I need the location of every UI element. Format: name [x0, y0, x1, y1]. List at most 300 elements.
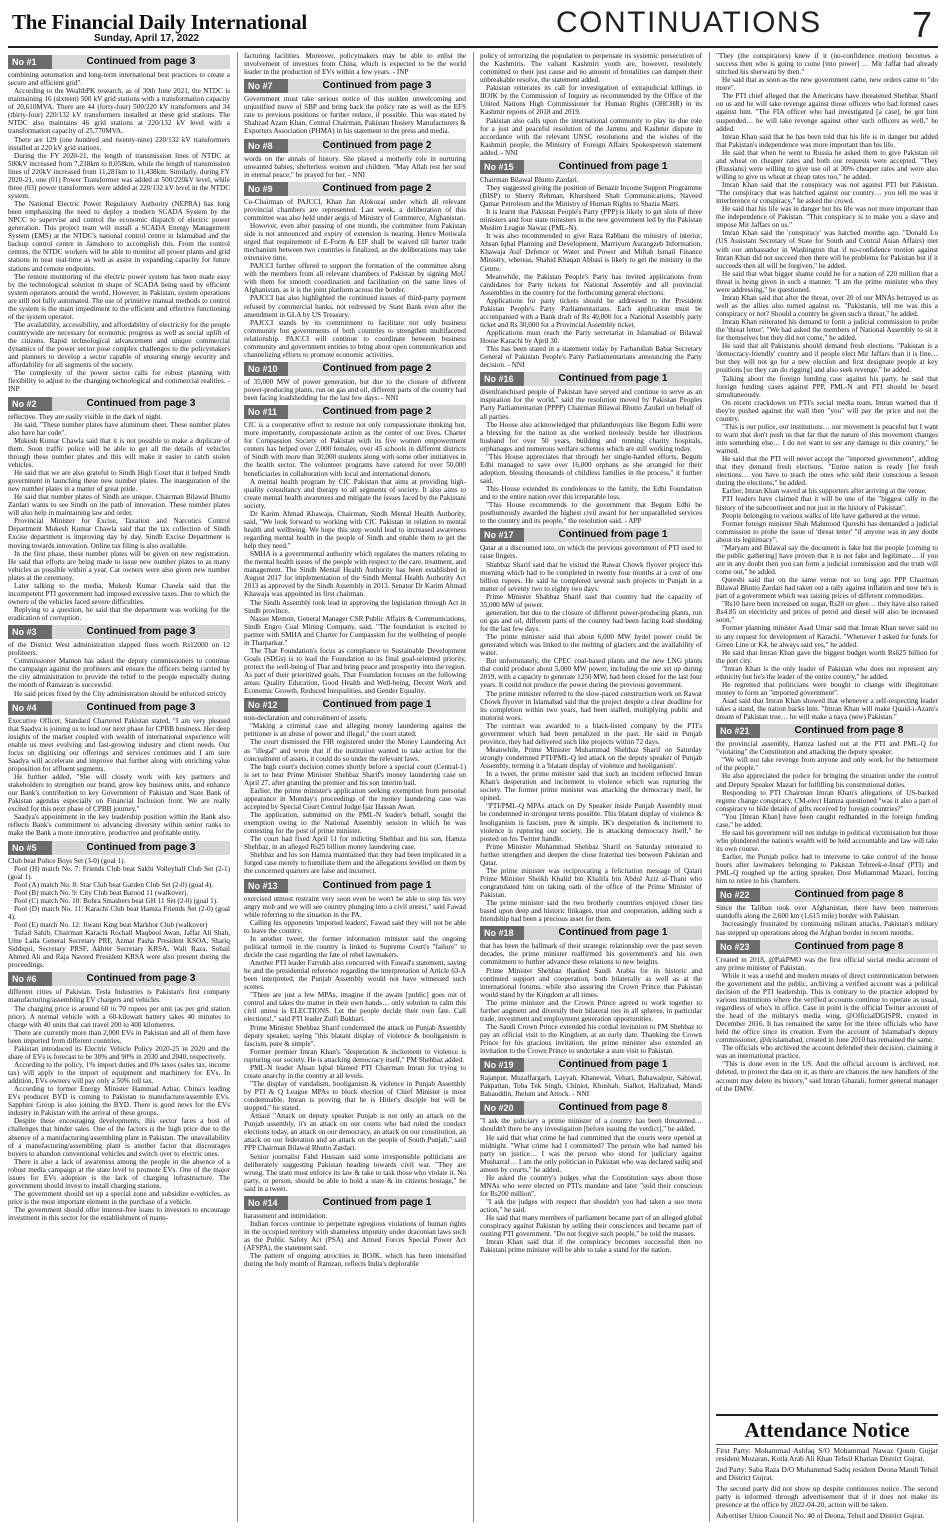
article-paragraph: The court dismissed the FIR registered under the Money Laundering Act as "illegal" and wrote that if the institution wanted to take action for the concealment of assets, it could do so under the relevant laws. — [244, 738, 466, 763]
article-paragraph: The government should set up a special zone and subsidize e-vehicles, as price is the most important element in the purchase of a vehicle. — [8, 1189, 230, 1206]
article-paragraph: of the District West administration slapped fines worth Rs12000 on 12 profiteers. — [8, 641, 230, 658]
article-paragraph: "We will not take revenge from anyone and only work for the betterment of the people." — [716, 756, 938, 773]
article-paragraph: Shehbaz and his son Hamza maintained that they had been implicated in a forged case merely to humiliate them and the allegations levelled on them by the concerned quarters are false and incorrect. — [244, 851, 466, 876]
notice-paragraph: First Party: Mohammad Ashfaq S/O Mohammad Nawaz Qoum Gujjar resident Mozaran, Kotla Arab Ali Khan Tehsil Kharian District Gujrat. — [716, 1446, 938, 1464]
article-paragraph: Another PTI leader Farrukh also concurred with Fawad's statement, saying he and the presidential reference regarding the interpretation of Article 63-A been interpreted, the Punjab Assembly would not have witnessed such scenes. — [244, 959, 466, 992]
newspaper-brand: The Financial Daily International — [12, 10, 308, 34]
article-paragraph: Meanwhile, the Pakistan People's Party has invited applications from candidates for Party tickets for National Assembly and all provincial Assemblies in the country for the forthcoming general elections. — [480, 272, 702, 297]
article-paragraph: different cities of Pakistan. Tesla Industries is Pakistan's first company manufacturing/assembling EV chargers and vehicles. — [8, 988, 230, 1005]
article-paragraph: Rajanpur, Muzaffargarh, Layyah, Khanewal, Vehari, Bahawalpur, Sahiwal, Pakpattan, Toba Tek Singh, Chiniot, Khushab, Sialkot, Hafizabad, Mandi Bahauddin, Jhelum and Attock. - NNI — [480, 1074, 702, 1099]
article-paragraph: They suggested giving the position of Benazir Income Support Programme (BISP) to Sherry Rehman, Khursheed Shah Communications, Naveed Qamar Petroleum and the Ministry of Human Rights to Shazia Marri. — [480, 183, 702, 208]
continued-from-label: Continued from page 2 — [322, 139, 432, 151]
column-divider — [237, 52, 238, 1522]
article-paragraph: facturing facilities. Moreover, policymakers may be able to enlist the involvement of investors from China, which is expected to be the world leader in the production of EVs within a few years. - INP — [244, 52, 466, 77]
column-4-articles — [716, 52, 938, 1093]
continued-from-label: Continued from page 3 — [86, 701, 196, 713]
continued-from-label: Continued from page 3 — [322, 80, 432, 92]
article-paragraph: Qatar at a discounted rate, on which the previous government of PTI used to raise fingers. — [480, 544, 702, 561]
article-paragraph: On recent crackdown on PTI's social media team, Imran warned that if they're pushed against the wall then "you" will pay the price and not the country. — [716, 398, 938, 423]
notice-title: Attendance Notice — [744, 1418, 910, 1442]
article — [8, 397, 230, 623]
article-paragraph: Imran Khan reiterated his demand to form a judicial commission to probe the 'threat letter'. "We had asked the members of National Assembly to sit it for themselves but they did not come," he added. — [716, 318, 938, 343]
article-paragraph: In the first phase, these number plates will be given on new registration. He said that efforts are being made to issue new number plates to as many vehicles as possible within a year. Car owners were also given new number plates at the ceremony. — [8, 549, 230, 582]
article — [716, 888, 938, 936]
article — [480, 926, 702, 1055]
article-paragraph: Club beat Police Boys Set (3-0) (goal 1). — [8, 856, 126, 865]
article-paragraph: Applications must reach the Party secretariat in Islamabad or Bilawal House Karachi by April 30. — [480, 329, 702, 346]
article-paragraph: Commissioner Mamon has asked the deputy commissioners to continue the campaign against the profiteers and ensure the officers being carried by the city administration to provide the relief to the people especially during the month of Ramazan is successful. — [8, 657, 230, 690]
article-number: No #14 — [244, 1196, 288, 1210]
article-number: No #22 — [716, 888, 760, 902]
article-number: No #9 — [244, 182, 288, 196]
continued-from-label: Continued from page 1 — [558, 373, 668, 385]
article-header — [8, 397, 230, 411]
column-divider — [473, 52, 474, 1522]
article-paragraph: "This is our police, our institutions… our movement is peaceful but I want to warn that don't push us that far that the nature of this movement changes into something else… I do not want to see any damage to this country," he warned. — [716, 422, 938, 456]
article — [716, 940, 938, 1093]
article-paragraph: Executive Officer, Standard Chartered Pakistan stated, "I am very pleased that Saadya is joining us to lead our next phase for CPBB business. Her deep insights of the market coupled with wealth of international experience will enable us meet evolving and fast-growing industry and client needs. Our focus on digitising our offerings and services continues and I am sure Saadya will accelerate and improve that further along with enriching value proposition for affluent segments. — [8, 716, 230, 773]
article — [716, 724, 938, 885]
article-paragraph: Since the Taliban took over Afghanistan, there have been numerous standoffs along the 2,600 km (1,615 mile) border with Pakistan. — [716, 904, 938, 921]
article-header — [716, 888, 938, 902]
article — [244, 698, 466, 875]
article-paragraph: Later talking to the media, Mukesh Kumar Chawla said that the incompetent PTI government had imposed excessive taxes. Due to which the owners of the vehicles faced severe difficulties. — [8, 581, 230, 606]
notice-paragraph: Advertiser Union Council No. 40 of Deona, Tehsil and District Gujrat. — [716, 1510, 925, 1520]
article-paragraph: Pakistan reiterates its call for investigation of extrajudicial killings in IIOJK by the Commission of Inquiry as recommended by the Office of the United Nations High Commissioner for Human Rights (OHCHR) in its Kashmir reports of 2018 and 2019. — [480, 84, 702, 117]
article-paragraph: The government should offer interest-free loans to investors to encourage investment in this sector for the establishment of manu- — [8, 1206, 230, 1223]
article-paragraph: "This House recommends to the government that Begum Edhi be posthumously awarded the highest civil award for her unparalleled services to the country and its people," the resolution said. - APP — [480, 501, 702, 526]
article-paragraph: It is learnt that Pakistan People's Party (PPP) is likely to get slots of three ministers and four state ministers in the new government led by the Pakistan Muslim League Nawaz (PML-N). — [480, 208, 702, 233]
article-body — [244, 378, 466, 402]
article-paragraph: There are currently more than 2,000 EVs in Pakistan and all of them have been imported from different countries. — [8, 1028, 230, 1045]
article-paragraph: reflective. They are easily visible in the dark of night. — [8, 412, 163, 421]
article-number: No #20 — [480, 1101, 524, 1115]
article-paragraph: "Rs10 have been increased on sugar, Rs20 on ghee… they have also raised Rs4.85 on electricity and prices of petrol and diesel will also be increased soon." — [716, 600, 938, 625]
article-paragraph: During the FY 2020-21, the length of transmission lines of NTDC at 500kV increased from 7,238km to 8,058km, while the length of transmission lines of 220kV increased from 11,281km to 11,438km. Similarly, during FY 2020-21, one (01) Power Transformer was added at 500/220kV level, while three (03) power transformers were added at 220/132 kV level in the NTDC system. — [8, 151, 230, 200]
article-paragraph: "I ask the judges with respect that shouldn't you had taken a suo motu action," he said. — [480, 1198, 702, 1215]
article-paragraph: The complexity of the power sector calls for robust planning with flexibility to adjust to the changing technological and commercial realities. - INP — [8, 369, 230, 394]
article-header — [244, 698, 466, 712]
article — [244, 79, 466, 135]
article-header — [244, 1196, 466, 1210]
article-paragraph: He said that Imran Khan gave the biggest budget worth Rs625 billion for the port city. — [716, 648, 938, 665]
article-header — [8, 972, 230, 986]
article-paragraph: of 35,000 MW of power generation, but due to the closure of different power-producing plants, run on gas and oil, different parts of the country had been facing loadshedding for the last few days. - NNI — [244, 377, 466, 403]
article-paragraph: The application, submitted on the PML-N leader's behalf, sought the exemption owing to the National Assembly session in which he was contesting for the post of prime minister. — [244, 811, 466, 836]
article-header — [480, 1101, 702, 1115]
article-paragraph: He said prices fixed by the City administration should be enforced strictly — [14, 689, 227, 698]
article-paragraph: He said that the PTI will never accept the "imported government", adding that they demand fresh elections. "Entire nation is ready [for fresh elections… you have to teach the ones who sold their conscious a lesson during the elections," he added. — [716, 455, 938, 488]
article-paragraph: He further added, "She will closely work with key partners and stakeholders to strengthen our brand, grow key business units, and enhance our Bank's contribution to key Government of Pakistan and State Bank of Pakistan agendas especially on Financial Inclusion front. We are really excited for this next phase of CPBB journey." — [8, 773, 230, 814]
column-1 — [8, 52, 230, 1522]
article-paragraph: "There are just a few MPAs, imagine if the awam [public] goes out of control and takes the matter in their own hands… only solution to calm this civil unrest is ELECTIONS. Let the people decide their own fate. Call elections!," said PTI leader Zulfi Bukhari. — [244, 991, 466, 1024]
column-4 — [716, 52, 938, 1522]
article-paragraph: "This is done even in the US. And the official account is archived, not deleted, to protect the data on it, as there are chances the new handlers of the account may delete its history," said Imran Ghazali, former general manager of the DMW. — [716, 1060, 938, 1093]
article-body — [244, 52, 466, 76]
article-paragraph: The prime minister referred to the slow-paced construction work on Rawat Chowk flyover in Islamabad said that the project despite a clear deadline for its completion within two years, had been stalled, multiplying public and motorist woes. — [480, 689, 702, 722]
article-paragraph: He said that all Pakistanis should demand fresh elections. "Pakistan is a 'democracy-friendly' country and if people elect Mir Jaffars than it is fine… but they will not go for a new election and first designate people at key positions [so they can do rigging] and also seek revenge," he added. — [716, 342, 938, 375]
article-paragraph: This House extended its condolences to the family, the Edhi Foundation and to the entire nation over this irreparable loss. — [480, 485, 702, 502]
article-paragraph: PML-N leader Ahsan Iqbal blamed PTI Chairman Imran for trying to create anarchy in the country at all levels. — [244, 1063, 466, 1080]
continued-from-label: Continued from page 8 — [558, 1102, 668, 1114]
article-paragraph: He said that many members of parliament became part of an alleged global conspiracy against Pakistan by selling their consciences and became part of ousting PTI government. "Do not forgive such people," he told the masses. — [480, 1214, 702, 1239]
article-paragraph: harassment and intimidation. — [244, 1211, 328, 1220]
article-paragraph: Former planning minister Asad Umar said that Imran Khan never said no to any request for development of Karachi. "Whenever I asked for funds for Green Line or K4, he always said yes," he added. — [716, 624, 938, 649]
column-3 — [480, 52, 702, 1522]
article-body — [716, 52, 938, 721]
article-header — [244, 182, 466, 196]
article-paragraph: SMHA is a governmental authority which regulates the matters relating to the mental health issues of the people with respect to the care, treatment, and management. The Sindh Mental Health Authority has been established in August 2017 for implementation of the Sindh Mental Health Authority Act 2013 as approved by the Sindh Assembly in 2013. Senator Dr Karim Ahmad Khawaja was appointed its first chairman. — [244, 550, 466, 599]
article-paragraph: Meanwhile, Prime Minister Muhammad Shehbaz Sharif on Saturday strongly condemned PTI/PML-Q led attack on the deputy speaker of Punjab Assembly, terming it a 'blatant display of violence and hooliganism'. — [480, 745, 702, 771]
article-paragraph: Nasser Memon, General Manager CSR Public Affairs & Communications, Sindh Engro Coal Mining Company, said, "The foundation is excited to partner with SMHA and Charter for Compassion for the wellbeing of people in Tharparkar." — [244, 614, 466, 647]
article-paragraph: He said his government will not indulge in political victimisation but those who plundered the nation's wealth will be held accountable and law will take its own course. — [716, 828, 938, 853]
notice-paragraph: 2nd Party: Saba Raza D/O Muhammad Sadiq resident Deona Mandi Tehsil and District Gujrat. — [716, 1464, 938, 1483]
article-body — [244, 198, 466, 359]
article-paragraph: The Sindh Assembly took lead in approving the legislation through Act in Sindh province. — [244, 598, 466, 615]
article-paragraph: In another tweet, the former information minister said the ongoing political turmoil in the country is linked to Supreme Court's "failure" to decide the case regarding the fate of rebel lawmakers. — [244, 934, 466, 959]
masthead — [8, 6, 938, 46]
article-number: No #23 — [716, 940, 760, 954]
article-body — [480, 388, 702, 525]
article-paragraph: While it was a useful and modern means of direct communication between the government and the public, archiving a verified account was a political decision of the PTI leadership. This is contrary to the practice adopted by various institutions where the verified accounts continue to operate as usual, regardless of who's in office. Case in point is the official Twitter account of the head of the military's media wing, @OfficialDGISPR, created in December 2016. It has remained the same for the three officials who have held the office since its creation. Even the account of Islamabad's deputy commissioner, @dcislamabad, created in June 2010 has remained the same. — [716, 971, 938, 1045]
article — [480, 1058, 702, 1098]
article-paragraph: the provincial assembly, Hamza lashed out at the PTI and PML-Q for "violating" the Constitution and attacking the deputy speaker. — [716, 740, 938, 757]
article-body — [244, 95, 466, 135]
article-paragraph: The prime minister and the Crown Prince agreed to work together to further augment and diversify their bilateral ties in all spheres, in particular trade, investment and employment generation opportunities. — [480, 998, 702, 1023]
article-paragraph: "Maryam and Bilawal say the document is fake but the people [coming to the public gathering] have proven that it is not fake and legitimate… if you are in any doubt then you can form a judicial commission and the truth will come out," he added. — [716, 543, 938, 576]
article — [716, 52, 938, 721]
article-paragraph: He asked the country's judges what the Constitution says about those MNAs who were elected on PTI's mandate and later "sold their conscious for Rs200 million". — [480, 1173, 702, 1198]
continued-from-label: Continued from page 3 — [86, 56, 196, 67]
article-body — [480, 52, 702, 157]
article-paragraph: He said that when he went to Russia he asked them to give Pakistan oil and wheat on cheaper rates and both our requests were accepted. "They (Russians) were willing to give use oil at 30% cheaper rates and were also willing to give us wheat at cheap rates too," he added. — [716, 148, 938, 181]
article-paragraph: "They (the conspirators) knew if it (no-confidence motion) becomes a success then who is going to come [into power] … Mir Jaffar had already stitched his sherwani by then." — [716, 52, 938, 77]
continued-from-label: Continued from page 1 — [558, 160, 668, 172]
article-paragraph: "PTI/PML-Q MPAs attack on Dy Speaker inside Punjab Assembly must be condemned in strongest terms possible. This blatant display of violence & hooliganism is fascism, pure & simple. IK's desperation & incitement to violence is rupturing our society. He is attacking democracy itself," he posted on his Twitter handle. — [480, 802, 702, 843]
notice-body — [716, 1444, 938, 1520]
continued-from-label: Continued from page 3 — [86, 626, 196, 638]
article-paragraph: In a tweet, the prime minister said that such an incident reflected Imran Khan's desperation and incitement to violence which was rupturing the society. The former prime minister was attacking the democracy itself, he opined. — [480, 770, 702, 803]
article-paragraph: Asad said that Imran Khan showed that whenever a self-respecting leader takes a stand, the nation backs him. "Imran Khan will make Quaid-i-Azam's dream of Pakistan true… he will make a naya (new) Pakistan." — [716, 697, 938, 722]
article-header — [8, 841, 230, 855]
column-divider — [709, 52, 710, 1522]
article-paragraph: "The display of vandalism, hooliganism & violence in Punjab Assembly by PTI & Q League MPAs to block election of Chief Minister is most condemnable, Imran is proving that he is Hitler's disciple but will be stopped," he stated. — [244, 1079, 466, 1113]
article-paragraph: He said that we are also grateful to Sindh High Court that it helped Sindh government in launching these new number plates. The inauguration of the new number plates in a matter of great pride. — [8, 468, 230, 494]
article-paragraph: Former premier Imran Khan's "desperation & incitement to violence is rupturing our society. He is attacking democracy itself," PM Shehbaz added. — [244, 1047, 466, 1064]
article-header — [480, 926, 702, 940]
article-number: No #6 — [8, 972, 52, 986]
article-paragraph: The House also acknowledged that philanthropists like Begum Edhi were a blessing for the nation as she worked tirelessly beside her illustrious husband for over 50 years, building and running charity hospitals, orphanages and numerous welfare schemes which are still working today. — [480, 420, 702, 453]
article-body — [480, 942, 702, 1055]
article-paragraph: The Saudi Crown Prince extended his cordial invitation to PM Shehbaz to pay an official visit to the Kingdom, at an early date. Thanking the Crown Prince for his gracious invitation, the prime minister also extended an invitation to the Crown Prince to undertake a state visit to Pakistan. — [480, 1022, 702, 1056]
article-number: No #16 — [480, 372, 524, 386]
article-paragraph: He regretted that politicians were bought to change with illegitimate money to form an "imported government". — [716, 680, 938, 697]
article-paragraph: Pool (A) match No. 8: Star Club beat Garden Club Set (2-0) (goal 4). — [14, 880, 214, 889]
article-header — [244, 79, 466, 93]
article-body — [716, 740, 938, 885]
continued-from-label: Continued from page 1 — [558, 529, 668, 541]
article-paragraph: non-declaration and concealment of assets. — [244, 714, 368, 723]
article-paragraph: PTI leaders have claimed that it will be one of the "biggest rally in the history of the subcontinent and not just in the history of Pakistan". — [716, 495, 938, 512]
section-title: CONTINUATIONS — [556, 6, 822, 39]
article-paragraph: Imran Khan said that after the threat, over 20 of our MNAs betrayed us as well as the allies also turned against us. "Pakistanis, tell me was this a conspiracy or not? Should a country be given such a threat," he added. — [716, 293, 938, 318]
article-paragraph: Chairman Bilawal Bhutto Zardari. — [480, 175, 579, 184]
article-paragraph: Pool (C) match No. 10: Bohra Smashers beat GH 11 Set (2-0) (goal 1). — [14, 896, 218, 905]
article-paragraph: The availability, accessibility, and affordability of electricity for the people countrywide are necessary for economic progress as well as social uplift of the citizens. Rapid technological advancement and unique commercial dynamics of the power sector pose complex challenges to the policymakers and planners to develop a sector capable of ensuring energy security and affordability for all segments of the society. — [8, 320, 230, 370]
article — [244, 139, 466, 179]
article-paragraph: "I ask the judiciary a prime minister of a country has been threatened… shouldn't there be any investigation [before issuing the verdict]," he added. — [480, 1117, 702, 1134]
article-header — [244, 139, 466, 153]
article-paragraph: that has been the hallmark of their strategic relationship over the past seven decades, the prime minister reaffirmed his government's and his own commitment to further advance these relations to new heights. — [480, 942, 702, 967]
notice-paragraph: The second party did not show up despite continuous notice. The second party is informed through advertisement that if it does not make its presence at the office by 2022-04-20, action will be taken. — [716, 1483, 938, 1510]
article-number: No #18 — [480, 926, 524, 940]
article-body — [716, 956, 938, 1093]
article — [480, 1101, 702, 1254]
article-header — [480, 528, 702, 542]
article-paragraph: He said that number plates of Sindh are unique. Chairman Bilawal Bhutto Zardari wants to see Sindh on the path of innovation. These number plates will also help in maintaining law and order. — [8, 493, 230, 518]
article-header — [8, 625, 230, 639]
attendance-notice — [716, 1414, 938, 1522]
article-number: No #19 — [480, 1058, 524, 1072]
continued-from-label: Continued from page 1 — [322, 1196, 432, 1208]
article-paragraph: Talking about the foreign funding case against his party, he said that foreign funding cases against PPP, PML-N and PTI should be heard simultaneously. — [716, 374, 938, 399]
article-paragraph: Indian forces continue to perpetrate egregious violations of human rights in the occupied territory with shameless impunity under draconian laws such as the Public Safety Act (PSA) and Armed Forces Special Power Act (AFSPA), the statement said. — [244, 1219, 466, 1253]
continued-from-label: Continued from page 8 — [794, 725, 904, 737]
article-paragraph: Qureshi said that on the same venue not so long ago PPP Chairman Bilawal Bhutto Zardari had taken out a rally against inflation and now he's is part of a government which was raising prices of different commodities. — [716, 576, 938, 601]
article-paragraph: Government must take serious notice of this sudden unwelcoming and unjustified move of SBP and bring back the policy rate as well as the EFS rate to previous positions or further reduce, if possible. This was stated by Shahzad Azam Khan, Central Chairman, Pakistan Hosiery Manufacturers & Exporters Association (PHMA) in his statement to the press and media. — [244, 95, 466, 136]
article-header — [8, 701, 230, 715]
article-paragraph: He said that his life was in danger but his life was not more important than the independence of Pakistan. "This conspiracy is to make you a slave and impose Mir Jaffars on us." — [716, 205, 938, 230]
article-body — [244, 714, 466, 875]
page-number: 7 — [911, 4, 932, 45]
article-paragraph: Provincial Minister for Excise, Taxation and Narcotics Control Department Mukesh Kumar Chawla said that the tax collection of Sindh Excise department is improving day by day. Sindh Excise Department is moving towards innovation. Online tax filing is also available. — [8, 517, 230, 550]
article-paragraph: Imran Khan said the 'conspiracy' was hatched months ago. "Donald Lu (US Assistant Secretary of State for South and Central Asian Affairs) met with our ambassador in Washington that if no-confidence motion against Imran Khan did not succeed then there will be problems for Pakistan but if it succeeds then all will be forgiven," he added. — [716, 229, 938, 270]
article-body — [8, 857, 230, 970]
article-paragraph: combining automation and long-term international best practices to create a secure and efficient grid". — [8, 71, 230, 88]
article-body — [8, 988, 230, 1222]
article-paragraph: Created in 2018, @PakPMO was the first official social media account of any prime minister of Pakistan. — [716, 955, 938, 972]
article-header — [716, 940, 938, 954]
article-paragraph: The prime minister was reciprocating a felicitation message of Qatari Prime Minister Sheikh Khalid bin Khalifa bin Abdul Aziz al-Thani who congratulated him on taking oath of the office of the Prime Minister of Pakistan. — [480, 866, 702, 900]
article-paragraph: Despite these encouraging developments, this sector faces a host of challenges that hinder sales. One of the factors is the high price due to the absence of a manufacturing/assembling plant in Pakistan. The unavailability of a manufacturing/assembling plant is another factor that discourages buyers to abandon conventional vehicles and switch over to electric ones. — [8, 1117, 230, 1158]
article-paragraph: Attiaul "Attack on deputy speaker Punjab is not only an attack on the Punjab assembly, it's an attack on our courts who had ruled the conduct elections today, an attack on our democracy, an attack on our constitution, an attack on our federation and an attack on the people of South Punjab," said PPP Chairman Bilawal Bhutto Zardari. — [244, 1112, 466, 1153]
article-paragraph: Former foreign minister Shah Mahmood Qureshi has demanded a judicial commission to probe the issue of 'threat letter' "if anyone was in any doubt about its legitimacy". — [716, 519, 938, 544]
article-paragraph: Dr Karim Ahmad Khawaja, Chairman, Sindh Mental Health Authority, said, "We look forward to working with CfC Pakistan in relation to mental health and wellbeing. We hope this step would lead to increased awareness regarding mental health in the people of Sindh and enable them to get the help they need." — [244, 509, 466, 551]
article — [8, 625, 230, 697]
article-paragraph: The prime minister said the two brotherly countries enjoyed closer ties based upon deep and historic linkages, trust and cooperation, adding such a friendship had been a precious asset for them. — [480, 899, 702, 924]
article-paragraph: Increasingly frustrated by continuing militant attacks, Pakistan's military has stepped up operations along the Afghan border in recent months. — [716, 920, 938, 937]
article-paragraph: The officials who archived the account defended their decision, claiming it was an international practice. — [716, 1044, 938, 1061]
article-paragraph: He said that what bigger shame could be for a nation of 220 million that a threat is being given in such a manner. "I am the prime minister who they were addressing," he questioned. — [716, 269, 938, 294]
columns-container — [8, 52, 938, 1522]
article-header — [244, 405, 466, 419]
article-paragraph: "Making a criminal case and alleging money laundering against the petitioner is an abuse of power and illegal," the court stated. — [244, 722, 466, 739]
continued-from-label: Continued from page 2 — [322, 406, 432, 418]
article-paragraph: He also appreciated the police for bringing the situation under the control and Deputy Speaker Mazari for fulfilling his constitutional duties. — [716, 772, 938, 789]
article-paragraph: But unfortunately, the CPEC coal-based plants and the new LNG plants that could produce about 5,000 MW power, including the one set up during 2019, with a capacity to generate 1250 MW, had been closed for the last four years. It could not produce the power during the previous government. — [480, 657, 702, 690]
article — [8, 701, 230, 838]
article — [8, 55, 230, 394]
article-paragraph: Responding to PTI Chairman Imran Khan's allegations of US-backed regime change conspiracy, CM-elect Hamza questioned "was it also a part of conspiracy to hide details of gifts received by foreign countries?" — [716, 788, 938, 813]
article — [244, 182, 466, 359]
article-paragraph: Prime Minister Muhammad Shehbaz Sharif on Saturday reiterated to further strengthen and deepen the close fraternal ties between Pakistan and Qatar. — [480, 842, 702, 867]
article — [480, 160, 702, 370]
article-number: No #17 — [480, 528, 524, 542]
article — [480, 528, 702, 923]
continued-from-label: Continued from page 1 — [558, 1059, 668, 1071]
article-paragraph: PAJCCI has also highlighted the continued issues of third-party payment refused by commercial banks, not redressed by State Bank even after the amendment in GLA by US Treasury. — [244, 294, 466, 319]
article-paragraph: Pool (D) match No. 11: Karachi Club beat Hamza Friends Set (2-0) (goal 4). — [8, 904, 230, 921]
continued-from-label: Continued from page 3 — [86, 973, 196, 985]
article-number: No #1 — [8, 55, 52, 69]
article-paragraph: According to the WealthPK research, as of 30th June 2021, the NTDC is maintaining 16 (sixteen) 500 kV grid stations with a transformation capacity of 20,610MVA. There are 44 (forty-four) 500/220 kV transformers and 34 (thirty-four) 220/132 kV transformers installed at these grid stations. The NTDC also maintains 46 grid stations at 220/132 kV level with a transformation capacity of 25,770MVA. — [8, 87, 230, 136]
article-body — [8, 641, 230, 697]
article-number: No #8 — [244, 139, 288, 153]
masthead-rule — [8, 46, 938, 48]
article-paragraph: Earlier, the prime minister's application seeking exemption from personal appearance in Monday's proceedings of the money laundering case was accepted by Special Court Central Judge Ijaz Hassan Awan. — [244, 786, 466, 811]
article — [244, 362, 466, 402]
article-paragraph: The pattern of ongoing atrocities in IIOJK, which has been intensified during the holy month of Ramzan, reflects India's deplorable — [244, 1252, 466, 1269]
article-paragraph: "This House appreciates that through her single-handed efforts, Begum Edhi managed to save over 16,000 orphans as she arranged for their adoption, blessing thousands of childless families in the process," it further said. — [480, 452, 702, 485]
article — [480, 372, 702, 525]
article-paragraph: According to former Energy Minister Hammad Azhar, China's leading EVs producer BYD is coming to Pakistan to manufacture/assemble EVs. Sapphire Group is also joining the BYD. There is good news for the EVs industry in Pakistan with the arrival of these groups. — [8, 1085, 230, 1118]
article-body — [8, 413, 230, 623]
article-body — [716, 904, 938, 936]
article-paragraph: PAJCCI further offered to support the formation of the committee along with the members from all relevant chambers of Pakistan by signing MoU with them for smooth coordination and facilitation on the same lines of Afghanistan, as it is the joint platform across the border. — [244, 262, 466, 295]
continued-from-label: Continued from page 1 — [322, 699, 432, 711]
article-paragraph: Imran Khan said that he has been told that his life is in danger but added that Pakistan's independence was more important than his life. — [716, 132, 938, 149]
article-paragraph: Co-Chairman of PAJCCI, Khan Jan Alokozai under which all relevant provincial chambers are represented. Last week, a deliberation of this committee was also held under aegis of Ministry of Commerce, Afghanistan. — [244, 197, 466, 222]
article — [8, 841, 230, 970]
article-body — [480, 544, 702, 923]
article-body — [8, 717, 230, 838]
article-header — [716, 724, 938, 738]
continued-from-label: Continued from page 1 — [322, 879, 432, 891]
article-header — [244, 879, 466, 893]
article-body — [244, 155, 466, 179]
article-body — [244, 895, 466, 1193]
article-paragraph: There are 129 (one hundred and twenty-nine) 220/132 kV transformers installed at 220 kV grid stations. — [8, 135, 230, 152]
article-paragraph: disenfranchised people of Pakistan have served and continue to serve as an inspiration for the world," said the resolution moved by Pakistan Peoples Party Parliamentarian (PPPP) Chairman Bilawal Bhutto Zardari on behalf of all parties. — [480, 388, 702, 421]
article-body — [8, 71, 230, 394]
article — [480, 52, 702, 157]
article-paragraph: Shahbaz Sharif said that he visited the Rawat Chowk flyover project this morning which had to be completed in twenty four months at a cost of one billion rupees. He said he completed several such projects in Punjab in a matter of seventy two to eighty two days. — [480, 560, 702, 593]
issue-date: Sunday, April 17, 2022 — [94, 33, 200, 44]
article-paragraph: He said that as soon as the new government came, new orders came to "do more". — [716, 76, 938, 93]
article-paragraph: words on the annals of history. She played a motherly role in nurturing unwanted babies, shelterless women and children. "May Allah rest her soul in eternal peace," he prayed for her. - NNI — [244, 154, 466, 179]
article-number: No #10 — [244, 362, 288, 376]
continued-from-label: Continued from page 3 — [86, 841, 196, 853]
continued-from-label: Continued from page 8 — [794, 889, 904, 901]
article-number: No #11 — [244, 405, 288, 419]
article-number: No #3 — [8, 625, 52, 639]
article-paragraph: Tufail Sahib, Chairman Karachi Rochall Maqbool Awan, Jaffar Ali Shah, Ume Laila General Secretary PRF, Azmat Pasha President KSOA, Shariq Siddiqui, Secretary PRSF, Akhter Secretary KRSA, Wali Raza, Sohail Ahmed Ali and Raja Naveed President KRSA were also present during the proceedings. — [8, 929, 230, 970]
article — [244, 879, 466, 1193]
article — [8, 972, 230, 1222]
article-paragraph: PAJCCI stands by its commitment to facilitate not only business community but governments of both countries to strengthen multifaceted relationship. PAJCCI will continue to coordinate between business community and government entities to bring about open communication and channelizing efforts to promote economic activities. — [244, 318, 466, 359]
article-paragraph: People belonging to various walks of life have gathered at the venue. — [722, 511, 921, 520]
article-paragraph: Saadya's appointment in the key leadership position within the Bank also reflects Bank's commitment to advancing diversity within senior ranks to make the Bank a more innovative, productive and profitable entity. — [8, 813, 230, 838]
continued-from-label: Continued from page 8 — [794, 940, 904, 952]
article-paragraph: Mukesh Kumar Chawla said that it is not possible to make a duplicate of them. Soon traffic police will be able to get all the details of vehicles through these number plates and this will make it easier to catch stolen vehicles. — [8, 436, 230, 469]
article-paragraph: Imran Khan said that if the conspiracy becomes successful then no Pakistani prime minister will be able to take a stand for the nation. — [480, 1238, 702, 1255]
article-paragraph: The Thar Foundation's focus as compliance to Sustainable Development Goals (SDGs) is to lead the Foundation to its final goal-oriented priority, protect the well-being of Thar and bring peace and prosperity into the region. As part of their prioritized goals, Thar Foundation focuses on the following areas: Quality Education, Good Health and Well-being, Decent Work and Economic Growth, Reduced Inequalities, and Gender Equality. — [244, 646, 466, 696]
continued-from-label: Continued from page 2 — [322, 362, 432, 374]
column-2 — [244, 52, 466, 1522]
article-paragraph: Pool (B) match No. 9: City Club beat Barood 11 (walkover). — [14, 888, 189, 897]
article-paragraph: He said, "These number plates have aluminum sheet. These number plates also have bar code". — [8, 420, 230, 437]
article-paragraph: According to the policy, 1% import duties and 0% taxes (sales tax, income tax) will apply to the import of equipment and machinery for EVs. In addition, EVs owners will pay only a 50% toll tax. — [8, 1060, 230, 1086]
article — [244, 405, 466, 695]
article-paragraph: Pool (H) match No. 7: Friends Club beat Sakhi Volleyball Club Set (2-1) (goal 1). — [8, 864, 230, 881]
article — [244, 52, 466, 76]
article — [244, 1196, 466, 1268]
article-paragraph: He said that what crime he had committed that the courts were opened at midnight. "What crime had I committed? The person who had named his party on justice… I was the person who stood for judiciary against Musharraf… I am the only politician in Pakistan who was declared sadiq and ameen by courts," he added. — [480, 1133, 702, 1174]
article-paragraph: The National Electric Power Regulatory Authority (NEPRA) has long been emphasizing the need to deploy a modern SCADA System by the NPCC to supervise and control the economic dispatch of electric power generation. This project team will install a SCADA Energy Management System (EMS) at the NTDC's national control centre in Islamabad and the backup control centre in Jamshoro to accomplish this. From the control centres, the NTDC workers will be able to monitor all power plants and grid stations in near real-time as well as assist in expanding capacity for future stations and remote endpoints. — [8, 200, 230, 273]
article-paragraph: exercised utmost restraint very soon even he won't be able to stop his very angry mob and we will see country plunging into a civil unrest," said Fawad while referring to the situation in the PA. — [244, 894, 466, 919]
article-header — [480, 372, 702, 386]
article-paragraph: Earlier, the Punjab police had to intervene to take control of the house hours after lawmakers belonging to Pakistan Tehreek-e-Insaf (PTI) and PML-Q roughed up the acting speaker, Dost Muhammad Mazari, forcing him to retire to his chambers. — [716, 853, 938, 886]
continued-from-label: Continued from page 2 — [322, 182, 432, 194]
article-paragraph: Replying to a question, he said that the department was working for the eradication of corruption. — [8, 606, 230, 623]
article-paragraph: Imran Khan said that the conspiracy was not against PTI but Pakistan. "The conspiracy that was hatched against our country… you tell me was it interference or conspiracy," he asked the crowd. — [716, 181, 938, 206]
article-number: No #5 — [8, 841, 52, 855]
article-paragraph: It was also recommended to give Raza Rabbani the ministry of interior, Ahsan Iqbal Planning and Development, Marriyum Aurangzeb Information, Khawaja Asif Defence or Water and Power and Miftah Ismail Finance Ministry, whereas, Shahid Khaqan Abbasi is likely to get the ministry in the Centre. — [480, 232, 702, 273]
article-header — [8, 55, 230, 69]
article-paragraph: "Imran Khan is the only leader of Pakistan who does not represent any ethnicity but he's the leader of the entire country," he added. — [716, 664, 938, 681]
article-header — [480, 1058, 702, 1072]
article-paragraph: Prime Minister Shehbaz Sharif condemned the attack on Punjab Assembly deputy speaker, saying "this blatant display of violence & hooliganism is fascism, pure & simple". — [244, 1023, 466, 1048]
article-paragraph: generation, but due to the closure of different power-producing plants, run on gas and oil, different parts of the country had been facing load shedding for the last few days. — [480, 608, 702, 633]
article-number: No #21 — [716, 724, 760, 738]
article-number: No #15 — [480, 160, 524, 174]
article-paragraph: A mental health program by CfC Pakistan that aims at providing high-quality consultancy and therapy to all segments of society. It also aims to create mental health awareness and mitigate the issues faced by the Pakistani society. — [244, 477, 466, 510]
article-paragraph: Earlier, Imran Khan waved at his supporters after arriving at the venue. — [722, 487, 927, 496]
article-paragraph: Prime Minister Shahbaz Sharif said that country had the capacity of 35,000 MW of power. — [480, 592, 702, 609]
article-paragraph: The court had fixed April 11 for indicting Shehbaz and his son, Hamza Shehbaz, in an alleged Rs25 billion money laundering case. — [244, 835, 466, 852]
article-paragraph: Pakistan introduced its Electric Vehicle Policy 2020-25 in 2020 and the share of EVs is forecast to be 30% and 90% in 2030 and 2040, respectively. — [8, 1044, 230, 1061]
article-body — [480, 176, 702, 370]
article-body — [244, 421, 466, 695]
article-paragraph: Senior journalist Fahd Hussain said some irresponsible politicians are deliberately suggesting Pakistan heading towards civil war. "They are wrong. The state must enforce its law & take to task those who violate it. No party, or person, should be able to hold a state & its citizens hostage," he said in a tweet. — [244, 1152, 466, 1193]
article-paragraph: The high court's decision comes shortly before a special court (Central-1) is set to hear Prime Minister Shehbaz Sharif's money laundering case on April 27, after granting the premier and his son interim bail. — [244, 762, 466, 787]
article-paragraph: Prime Minister Shehbaz thanked Saudi Arabia for its historic and continued support and cooperation, both bilaterally as well as at the international forums, while also assuring the Crown Prince that Pakistan would stand by the Kingdom at all times. — [480, 966, 702, 999]
article-body — [480, 1117, 702, 1254]
article-number: No #4 — [8, 701, 52, 715]
article-paragraph: "You [Imran Khan] have been caught redhanded in the foreign funding case," he added. — [716, 812, 938, 829]
article-paragraph: policy of terrorizing the population to perpetuate its systemic persecution of the Kashmiris. The valiant Kashmiri youth are, however, resolutely committed to their just cause and no amount of brutalities can dampen their unbreakable resolve, the statement added. — [480, 52, 702, 85]
article-paragraph: Calling his opponents 'imported leaders', Fawad said they will not be able to leave the country. — [244, 918, 466, 935]
article-paragraph: However, even after passing of one month, the committee from Pakistan side is not announced and expiry of extension is nearing. Hence Motiwala urged that requirement of E-Form & EIF shall be waived till barter trade mechanism between two countries is finalized, as the deliberations may take extensive time. — [244, 221, 466, 263]
article-paragraph: The remote monitoring of the electric power system has been made easy by the technological solution in shape of SCADA being used by efficient system operators around the world. However, in Pakistan, system operations are still not fully automated. The use of primitive manual methods to control the system is the main impediment to the efficient and effective functioning of the system operator. — [8, 272, 230, 321]
article-paragraph: This has been stated in a statement today by Farhatullah Babar Secretary General of Pakistan People's Party Parliamentarians announcing the Party decision. - NNI — [480, 345, 702, 370]
article-number: No #13 — [244, 879, 288, 893]
article-header — [480, 160, 702, 174]
article-paragraph: Applications for party tickets should be addressed to the President Pakistan People's Party Parliamentarians. Each application must be accompanied with a Bank draft of Rs 40,000 for a National Assembly party ticket and Rs 30,000 for a Provincial Assembly ticket. — [480, 296, 702, 329]
article-body — [244, 1212, 466, 1268]
article-number: No #2 — [8, 397, 52, 411]
article-paragraph: The contract was awarded to a black-listed company by the PTI's government which had been penalized in the past. He said in Punjab province, they had delivered such like projects within 72 days. — [480, 721, 702, 746]
article-paragraph: The prime minister said that about 6,000 MW hydel power could be generated which was linked to the melting of glaciers and the availability of water. — [480, 633, 702, 658]
article-number: No #12 — [244, 698, 288, 712]
article-paragraph: Pool (E) match No. 12: Jiwani King beat Markhor Club (walkover) — [14, 921, 208, 929]
article-paragraph: The charging price is around 60 to 70 rupees per unit (as per grid station price). A normal vehicle with a 60-kilowatt battery takes 40 minutes to charge with 40 units that can travel 200 to 400 kilometres. — [8, 1004, 230, 1029]
article-paragraph: The PTI chief alleged that the Americans have threatened Shehbaz Sharif on us and he will take revenge against those officers who had formed cases against him. "The FIA officer who had investigated [a case], he got him suspended… he will take revenge against other such officers as well," he added. — [716, 92, 938, 133]
article-number: No #7 — [244, 79, 288, 93]
article-paragraph: There is also a lack of awareness among the people in the absence of a robust media campaign at the state level to promote EVs. One of the major issues for EVs adoption is the lack of charging infrastructure. The government should invest to install charging stations. — [8, 1157, 230, 1190]
article-paragraph: Pakistan also calls upon the international community to play its due role for a just and peaceful resolution of the Jammu and Kashmir dispute in accordance with the relevant UNSC resolutions and the wishes of the Kashmiri people, the Ministry of Foreign Affairs Spokesperson statement added. - NNI — [480, 116, 702, 157]
article-paragraph: CfC is a cooperative effort to restore not only compassionate thinking but, more importantly, compassionate action as the center of our lives. Charter for Compassion Society of Pakistan with its five women empowerment centers has helped over 2,000 females, over 45 schools in different districts of Sindh with more than 30,000 students along with some other initiatives in the health sector. The volunteer programs have catered for over 50,000 beneficiaries in collaboration with local and international donors. — [244, 421, 466, 478]
